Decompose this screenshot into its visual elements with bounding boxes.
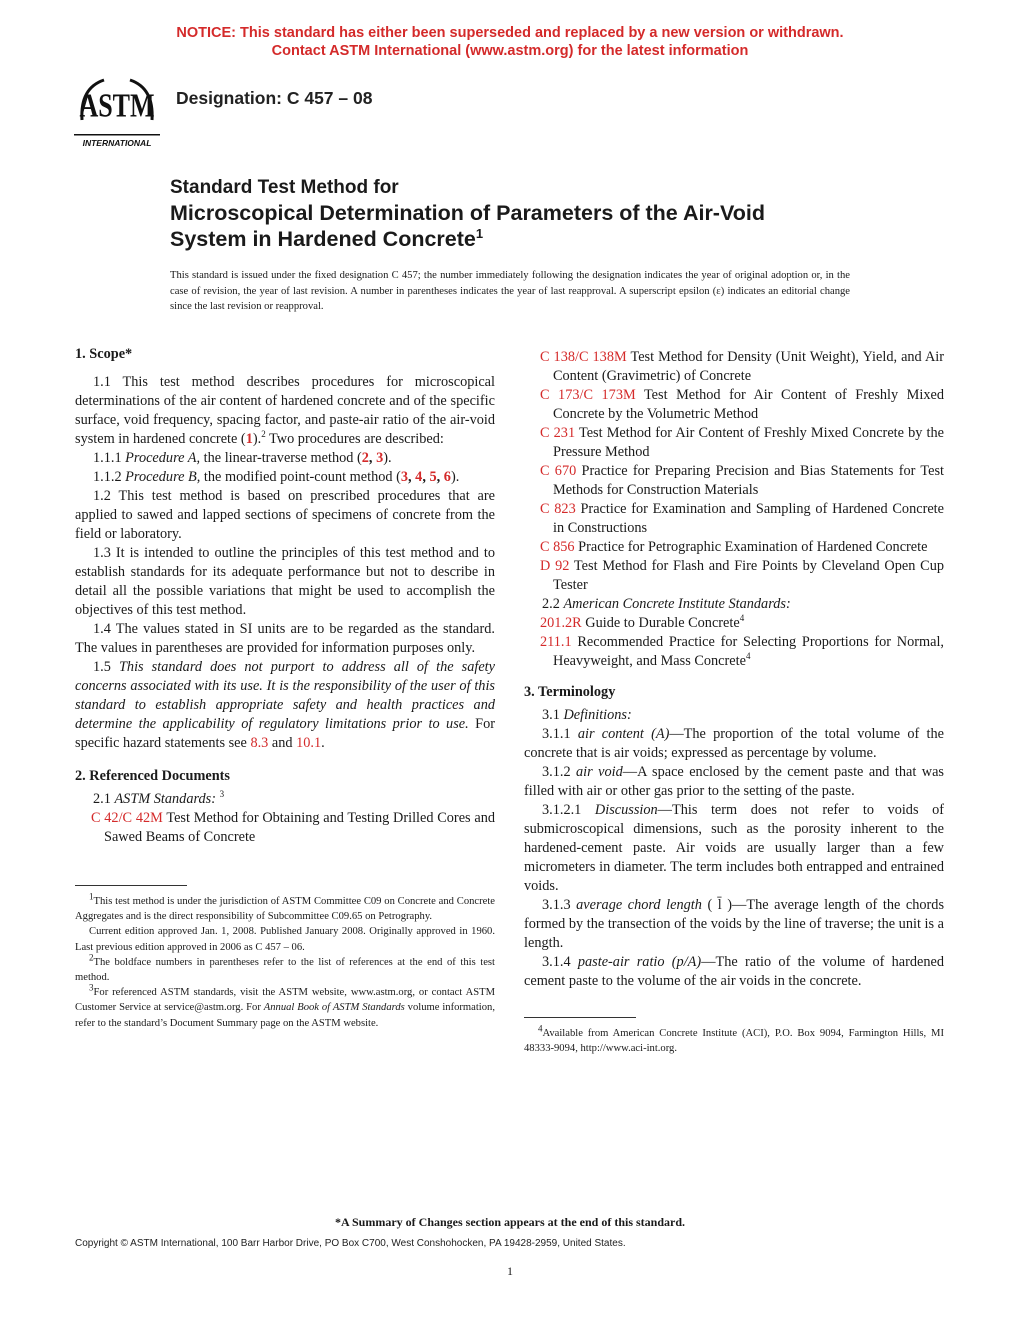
ref-title: Practice for Examination and Sampling of Hardened Concrete in Constructions <box>553 501 944 536</box>
fn-mark: 4 <box>538 1023 543 1034</box>
fn-text: For referenced ASTM standards, visit the ASTM website, www.astm.org, or contact ASTM Customer Service at service@astm.org. For <box>75 987 495 1014</box>
term-definition: —The proportion of the total volume of the concrete that is air voids; expressed as percentage by volume. <box>524 726 944 761</box>
ref-link-2[interactable]: 2 <box>361 450 369 466</box>
ref-title: Guide to Durable Concrete <box>581 615 740 631</box>
para-and: and <box>268 735 297 751</box>
ref-title: Test Method for Density (Unit Weight), Yield, and Air Content (Gravimetric) of Concrete <box>553 349 944 384</box>
ref-c42 <box>75 809 495 847</box>
footnote-4 <box>524 1023 944 1056</box>
para-num: 1.1.1 <box>93 450 122 466</box>
ref-code-c173[interactable]: C 173/C 173M <box>540 387 636 403</box>
ref-c823 <box>524 500 944 538</box>
term-definition: —This term does not refer to voids of submicroscopical dimensions, such as the porosity inherent to the hardened-cement paste. Air voids are usually larger than a few micrometers in diameter. The term includes both entrapped and entrained voids. <box>524 802 944 894</box>
fn-mark: 2 <box>89 952 94 963</box>
para-num: 2.2 <box>542 596 560 612</box>
footnote-1-edition: Current edition approved Jan. 1, 2008. Published January 2008. Originally approved in 1960. Last previous edition approved in 2006 as C 457 – 06. <box>75 926 495 953</box>
definitions-label: Definitions: <box>563 707 632 723</box>
ref-c670 <box>524 462 944 500</box>
astm-logo-icon <box>72 76 162 154</box>
section-link-10-1[interactable]: 10.1 <box>296 735 322 751</box>
para-end: ). <box>450 469 460 485</box>
fn-text: Available from American Concrete Institute (ACI), P.O. Box 9094, Farmington Hills, MI 48333-9094, http://www.aci-int.org. <box>524 1028 944 1055</box>
left-column <box>75 345 495 1031</box>
term-symbol: ( l̄ ) <box>707 897 733 913</box>
para-1-1-1-text: the linear-traverse method ( <box>200 450 362 466</box>
para-num: 3.1.3 <box>542 897 571 913</box>
title-line-2: Microscopical Determination of Parameters of the Air-Void <box>170 201 765 225</box>
logo-text-bottom: INTERNATIONAL <box>82 138 152 148</box>
ref-aci-201 <box>524 614 944 633</box>
safety-statement: This standard does not purport to address all of the safety concerns associated with its use. It is the responsibility of the user of this standard to establish appropriate safety and health practices and determine the applicability of regulatory limitations prior to use. <box>75 659 495 732</box>
para-end: . <box>321 735 325 751</box>
para-1-1-1: 1.1.1 Procedure A, the linear-traverse method (2, 3). <box>93 450 392 466</box>
para-num: 3.1.4 <box>542 954 571 970</box>
designation: Designation: C 457 – 08 <box>176 88 373 108</box>
section-1-heading: 1. Scope* <box>75 346 133 362</box>
ref-title: Test Method for Obtaining and Testing Drilled Cores and Sawed Beams of Concrete <box>104 810 495 845</box>
ref-code-201-2r[interactable]: 201.2R <box>540 615 582 631</box>
ref-aci-211 <box>524 633 944 671</box>
para-num: 3.1.2 <box>542 764 571 780</box>
fn-text: This test method is under the jurisdiction of ASTM Committee C09 on Concrete and Concrete Aggregates and is the direct responsibility of Subcommittee C09.65 on Petrography. <box>75 896 495 923</box>
footnote-divider <box>524 1017 636 1018</box>
document-title <box>170 176 890 252</box>
fn-text-end: volume information, refer to the standard’s Document Summary page on the ASTM website. <box>75 1002 495 1029</box>
ref-c231 <box>524 424 944 462</box>
para-1-1 <box>75 373 495 449</box>
term-name: paste-air ratio (p/A) <box>577 954 702 970</box>
fn-mark: 3 <box>89 982 94 993</box>
title-line-3 <box>170 226 890 252</box>
term-discussion <box>524 801 944 896</box>
footnote-mark-4: 4 <box>739 613 745 624</box>
para-1-5 <box>75 658 495 753</box>
ref-code-c231[interactable]: C 231 <box>540 425 576 441</box>
section-link-8-3[interactable]: 8.3 <box>250 735 269 751</box>
ref-code-c670[interactable]: C 670 <box>540 463 577 479</box>
para-2-2 <box>524 595 944 614</box>
para-end: ). <box>383 450 392 466</box>
term-definition: —The average length of the chords formed by the transection of the voids by the line of traverse; the unit is a length. <box>524 897 945 951</box>
para-3-1 <box>524 706 944 725</box>
para-num: 2.1 <box>93 791 111 807</box>
para-num: 3.1.2.1 <box>542 802 582 818</box>
summary-of-changes-note: *A Summary of Changes section appears at the end of this standard. <box>334 1215 686 1229</box>
logo-text-top: ASTM <box>79 86 155 125</box>
term-air-void <box>524 763 944 801</box>
section-2-heading: 2. Referenced Documents <box>75 768 230 784</box>
para-1-2: 1.2 This test method is based on prescribed procedures that are applied to sawed and lapped sections of specimens of concrete from the field or laboratory. <box>75 488 495 542</box>
para-num: 1.1.2 <box>93 469 122 485</box>
term-air-content <box>524 725 944 763</box>
para-1-1-2: 1.1.2 Procedure B, the modified point-count method (3, 4, 5, 6). <box>93 469 460 485</box>
term-average-chord-length <box>524 896 944 953</box>
title-line-1: Standard Test Method for <box>170 177 399 198</box>
para-num: 1.5 <box>93 659 111 675</box>
para-1-1-2-text: the modified point-count method ( <box>200 469 401 485</box>
ref-link-5[interactable]: 5 <box>429 469 437 485</box>
title-footnote-mark: 1 <box>475 225 484 241</box>
astm-international-logo <box>72 76 162 154</box>
astm-standards-label: ASTM Standards: <box>114 791 216 807</box>
fn-text: The boldface numbers in parentheses refer to the list of references at the end of this test method. <box>75 956 495 984</box>
page-number: 1 <box>507 1264 513 1278</box>
ref-code-c856[interactable]: C 856 <box>540 539 575 555</box>
footnote-mark-2: 2 <box>261 429 266 440</box>
ref-code-c823[interactable]: C 823 <box>540 501 576 517</box>
procedure-a-label: Procedure A, <box>125 450 201 466</box>
ref-d92 <box>524 557 944 595</box>
ref-link-1[interactable]: 1 <box>245 431 253 447</box>
fn-mark: 1 <box>89 891 94 902</box>
term-definition: —The ratio of the volume of hardened cement paste to the volume of the air voids in the concrete. <box>524 954 945 989</box>
ref-title: Practice for Preparing Precision and Bias Statements for Test Methods for Construction Materials <box>553 463 944 498</box>
ref-link-3[interactable]: 3 <box>376 450 384 466</box>
term-name: air content (A) <box>577 726 670 742</box>
ref-title: Test Method for Air Content of Freshly Mixed Concrete by the Pressure Method <box>553 425 944 460</box>
para-1-3: 1.3 It is intended to outline the principles of this test method and to establish standards for its adequate performance but not to describe in detail all the possible variations that might be used to accomplish the objectives of this test method. <box>75 545 495 618</box>
ref-title: Test Method for Air Content of Freshly Mixed Concrete by the Volumetric Method <box>553 387 945 422</box>
footnote-divider <box>75 885 187 886</box>
ref-link-6[interactable]: 6 <box>443 469 451 485</box>
term-name: air void <box>576 764 623 780</box>
footnote-3 <box>75 982 495 1031</box>
term-paste-air-ratio <box>524 953 944 991</box>
para-1-1-close: ). <box>252 431 262 447</box>
right-column <box>524 348 944 1056</box>
annual-book-title: Annual Book of ASTM Standards <box>263 1002 405 1014</box>
para-1-1-end: Two procedures are described: <box>265 431 444 447</box>
ref-code-c138[interactable]: C 138/C 138M <box>540 349 627 365</box>
issuance-statement: This standard is issued under the fixed designation C 457; the number immediately following the designation indicates the year of original adoption or, in the case of revision, the year of last revision. A number in parentheses indicates the year of last reapproval. A superscript epsilon (ε) indicates an editorial change since the last revision or reapproval. <box>170 270 850 312</box>
footnote-1 <box>75 891 495 924</box>
ref-code-211-1[interactable]: 211.1 <box>540 634 572 650</box>
ref-title: Recommended Practice for Selecting Proportions for Normal, Heavyweight, and Mass Concrete <box>553 634 944 669</box>
para-2-1 <box>75 790 495 809</box>
copyright-line: Copyright © ASTM International, 100 Barr Harbor Drive, PO Box C700, West Conshohocken, PA 19428-2959, United States. <box>75 1238 626 1249</box>
ref-code-c42[interactable]: C 42/C 42M <box>91 810 163 826</box>
footnote-mark-3: 3 <box>219 789 225 800</box>
footnote-mark-4: 4 <box>745 651 751 662</box>
term-name: Discussion <box>594 802 658 818</box>
para-1-1-text: 1.1 This test method describes procedures for microscopical determinations of the air content of hardened concrete and of the specific surface, void frequency, spacing factor, and paste-air ratio of the air-void system in hardened concrete ( <box>75 374 495 447</box>
para-num: 3.1.1 <box>542 726 571 742</box>
ref-c173 <box>524 386 944 424</box>
aci-standards-label: American Concrete Institute Standards: <box>563 596 791 612</box>
procedure-b-label: Procedure B, <box>125 469 201 485</box>
para-1-5-text: For specific hazard statements see <box>75 716 495 751</box>
notice-line-1: NOTICE: This standard has either been superseded and replaced by a new version or withdrawn. <box>176 25 844 41</box>
term-definition: —A space enclosed by the cement paste and that was filled with air or other gas prior to the setting of the paste. <box>524 764 944 799</box>
ref-title: Test Method for Flash and Fire Points by Cleveland Open Cup Tester <box>553 558 944 593</box>
title-line-3-text: System in Hardened Concrete <box>170 227 476 251</box>
term-name: average chord length <box>576 897 702 913</box>
ref-c856 <box>524 538 944 557</box>
para-1-4: 1.4 The values stated in SI units are to be regarded as the standard. The values in parentheses are provided for information purposes only. <box>75 621 495 656</box>
footnote-2 <box>75 952 495 985</box>
ref-title: Practice for Petrographic Examination of Hardened Concrete <box>574 539 928 555</box>
withdrawn-notice <box>0 24 1020 60</box>
ref-c138 <box>524 348 944 386</box>
ref-link-3[interactable]: 3 <box>400 469 409 485</box>
ref-code-d92[interactable]: D 92 <box>540 558 570 574</box>
ref-link-4[interactable]: 4 <box>415 469 423 485</box>
section-3-heading: 3. Terminology <box>524 684 616 700</box>
notice-line-2: Contact ASTM International (www.astm.org) for the latest information <box>271 43 749 59</box>
para-num: 3.1 <box>542 707 560 723</box>
